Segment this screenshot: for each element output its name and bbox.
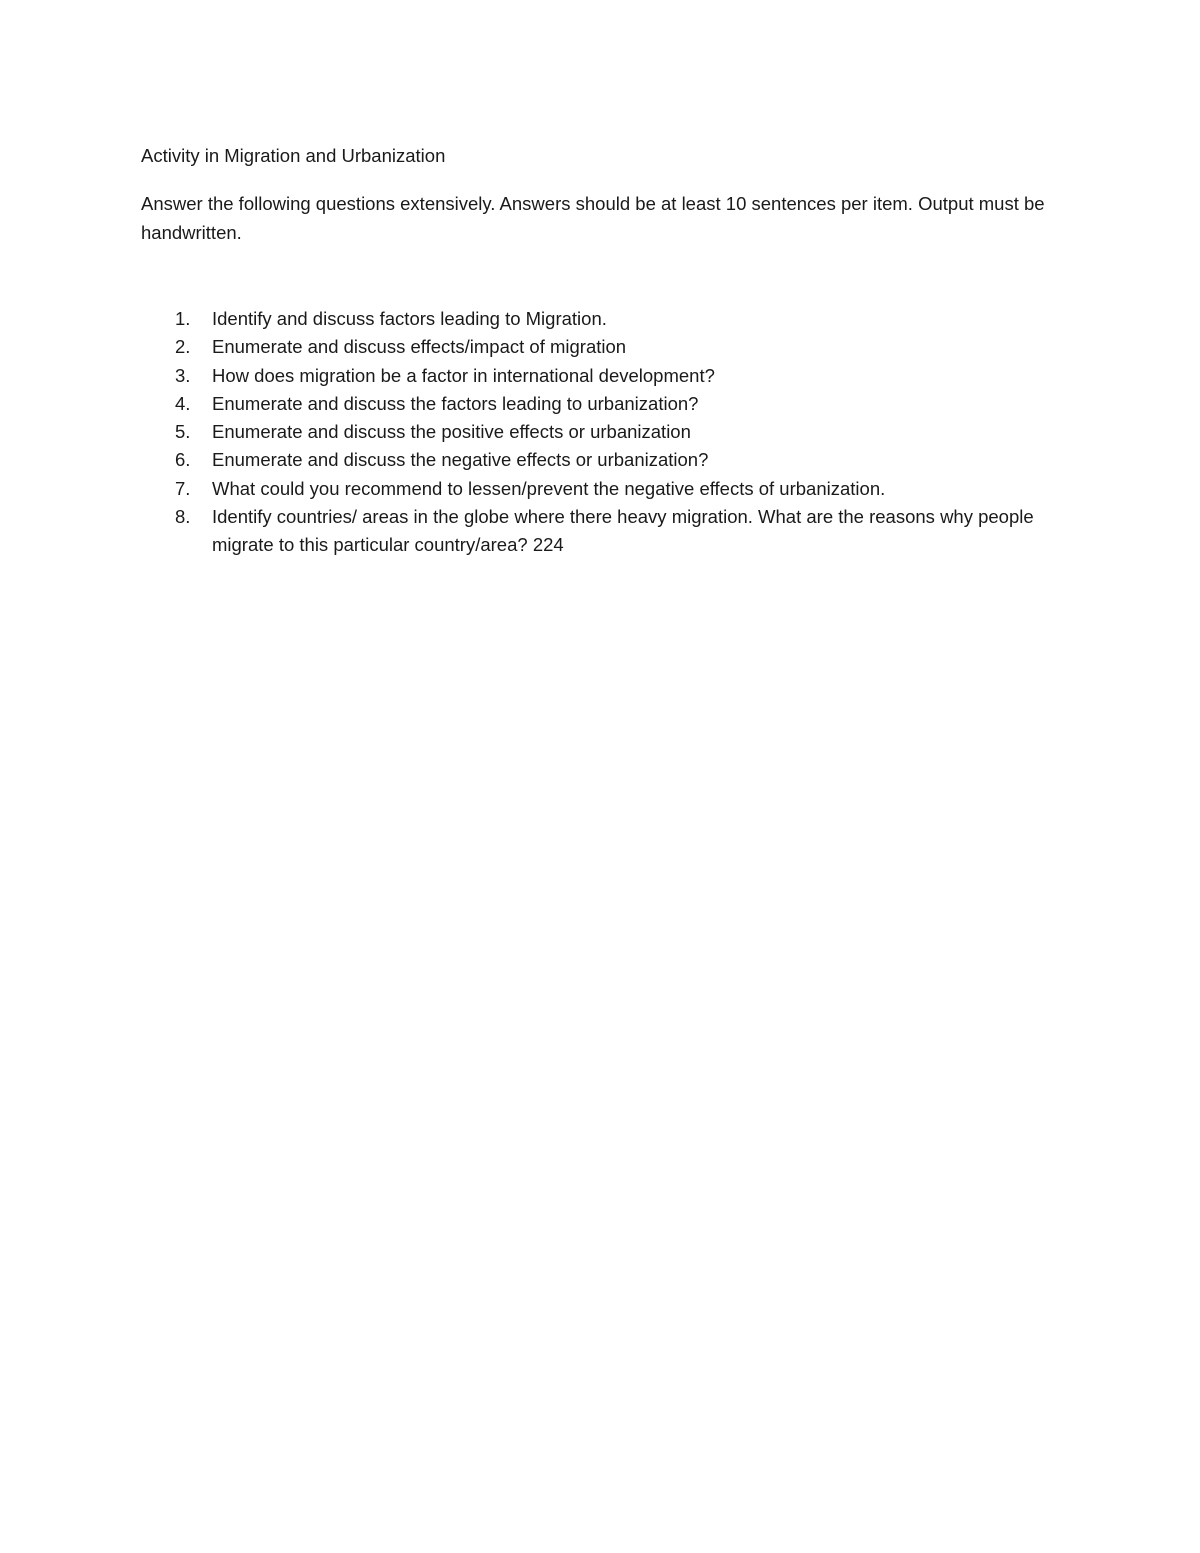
question-item-5 (141, 418, 1061, 446)
question-text: Enumerate and discuss the factors leading to urbanization? (212, 392, 699, 414)
question-text: How does migration be a factor in international development? (212, 364, 715, 386)
question-text: Enumerate and discuss effects/impact of migration (212, 336, 627, 358)
question-number: 6. (175, 449, 191, 471)
page-content (141, 142, 1061, 560)
question-number: 4. (175, 392, 191, 414)
instructions-paragraph: Answer the following questions extensively. Answers should be at least 10 sentences per item. Output must be handwritten. (141, 193, 1045, 243)
question-number: 3. (175, 364, 191, 386)
question-text: What could you recommend to lessen/prevent the negative effects of urbanization. (212, 477, 886, 499)
page-title: Activity in Migration and Urbanization (141, 145, 446, 166)
question-number: 2. (175, 336, 191, 358)
question-item-6 (141, 446, 1061, 474)
question-number: 5. (175, 421, 191, 443)
question-text: Enumerate and discuss the negative effects or urbanization? (212, 449, 709, 471)
question-text: Enumerate and discuss the positive effects or urbanization (212, 421, 691, 443)
question-item-8 (141, 503, 1061, 560)
question-number: 1. (175, 308, 191, 329)
question-text: Identify and discuss factors leading to Migration. (212, 308, 607, 329)
question-list (141, 305, 1061, 560)
question-item-3 (141, 362, 1061, 390)
question-item-2 (141, 333, 1061, 361)
question-number: 7. (175, 477, 191, 499)
question-item-4 (141, 390, 1061, 418)
question-item-7 (141, 475, 1061, 503)
question-number: 8. (175, 506, 191, 528)
question-text: Identify countries/ areas in the globe where there heavy migration. What are the reasons why people migrate to this particular country/area? 224 (212, 506, 1034, 556)
question-item-1 (141, 305, 1061, 333)
